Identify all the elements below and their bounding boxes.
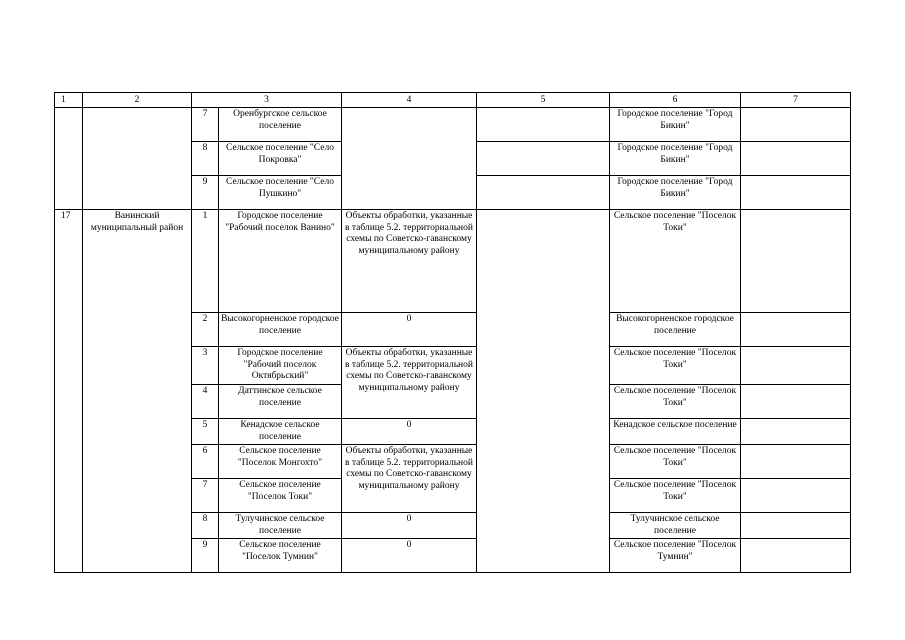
settlement-name: Сельское поселение "Поселок Тумнин" [219, 539, 342, 573]
row-number: 8 [192, 142, 219, 176]
header-col-2: 2 [83, 93, 192, 108]
cell-col5-empty [477, 108, 610, 142]
cell-col7-empty [741, 142, 851, 176]
table-row [55, 210, 851, 313]
cell-col7-empty [741, 445, 851, 479]
settlement-name: Сельское поселение "Поселок Токи" [219, 479, 342, 513]
district-number: 17 [55, 210, 83, 573]
cell-col7-empty [741, 419, 851, 445]
disposal-settlement: Городское поселение "Город Бикин" [610, 176, 741, 210]
cell-col7-empty [741, 176, 851, 210]
cell-col7-empty [741, 513, 851, 539]
disposal-settlement: Сельское поселение "Поселок Токи" [610, 385, 741, 419]
table-header-row [55, 93, 851, 108]
cell-col7-empty [741, 313, 851, 347]
settlement-name: Городское поселение "Рабочий поселок Ванино" [219, 210, 342, 313]
row-number: 7 [192, 108, 219, 142]
cell-col7-empty [741, 385, 851, 419]
disposal-settlement: Городское поселение "Город Бикин" [610, 108, 741, 142]
table-row [55, 108, 851, 142]
cell-col7-empty [741, 539, 851, 573]
header-col-4: 4 [342, 93, 477, 108]
row-number: 7 [192, 479, 219, 513]
processing-objects: Объекты обработки, указанные в таблице 5.2. территориальной схемы по Советско-гаванскому муниципальному району [342, 210, 477, 313]
disposal-settlement: Сельское поселение "Поселок Токи" [610, 347, 741, 385]
disposal-settlement: Сельское поселение "Поселок Токи" [610, 445, 741, 479]
header-col-6: 6 [610, 93, 741, 108]
settlement-name: Оренбургское сельское поселение [219, 108, 342, 142]
processing-objects: 0 [342, 539, 477, 573]
processing-objects: 0 [342, 313, 477, 347]
disposal-settlement: Городское поселение "Город Бикин" [610, 142, 741, 176]
header-col-5: 5 [477, 93, 610, 108]
disposal-settlement: Сельское поселение "Поселок Тумнин" [610, 539, 741, 573]
disposal-settlement: Кенадское сельское поселение [610, 419, 741, 445]
settlement-name: Тулучинское сельское поселение [219, 513, 342, 539]
disposal-settlement: Сельское поселение "Поселок Токи" [610, 479, 741, 513]
cell-col7-empty [741, 479, 851, 513]
settlement-name: Сельское поселение "Село Пушкино" [219, 176, 342, 210]
row-number: 9 [192, 176, 219, 210]
cell-col5-empty [477, 142, 610, 176]
processing-objects: Объекты обработки, указанные в таблице 5.2. территориальной схемы по Советско-гаванскому муниципальному району [342, 347, 477, 419]
settlement-name: Сельское поселение "Село Покровка" [219, 142, 342, 176]
settlement-name: Даттинское сельское поселение [219, 385, 342, 419]
header-col-3: 3 [192, 93, 342, 108]
waste-scheme-table [54, 92, 851, 573]
settlement-name: Городское поселение "Рабочий поселок Октябрьский" [219, 347, 342, 385]
cell-col7-empty [741, 108, 851, 142]
row-number: 3 [192, 347, 219, 385]
disposal-settlement: Сельское поселение "Поселок Токи" [610, 210, 741, 313]
disposal-settlement: Тулучинское сельское поселение [610, 513, 741, 539]
processing-objects: Объекты обработки, указанные в таблице 5.2. территориальной схемы по Советско-гаванскому муниципальному району [342, 445, 477, 513]
header-col-1: 1 [55, 93, 83, 108]
cell-col7-empty [741, 210, 851, 313]
row-number: 1 [192, 210, 219, 313]
cell-col5-empty [477, 210, 610, 573]
settlement-name: Кенадское сельское поселение [219, 419, 342, 445]
processing-objects: 0 [342, 419, 477, 445]
header-col-7: 7 [741, 93, 851, 108]
disposal-settlement: Высокогорненское городское поселение [610, 313, 741, 347]
row-number: 5 [192, 419, 219, 445]
row-number: 4 [192, 385, 219, 419]
settlement-name: Высокогорненское городское поселение [219, 313, 342, 347]
cell-district-number-empty [55, 108, 83, 210]
processing-objects: 0 [342, 513, 477, 539]
cell-col4-empty [342, 108, 477, 210]
row-number: 9 [192, 539, 219, 573]
settlement-name: Сельское поселение "Поселок Монгохто" [219, 445, 342, 479]
cell-col7-empty [741, 347, 851, 385]
row-number: 6 [192, 445, 219, 479]
cell-col5-empty [477, 176, 610, 210]
row-number: 2 [192, 313, 219, 347]
cell-district-name-empty [83, 108, 192, 210]
row-number: 8 [192, 513, 219, 539]
district-name: Ванинский муниципальный район [83, 210, 192, 573]
